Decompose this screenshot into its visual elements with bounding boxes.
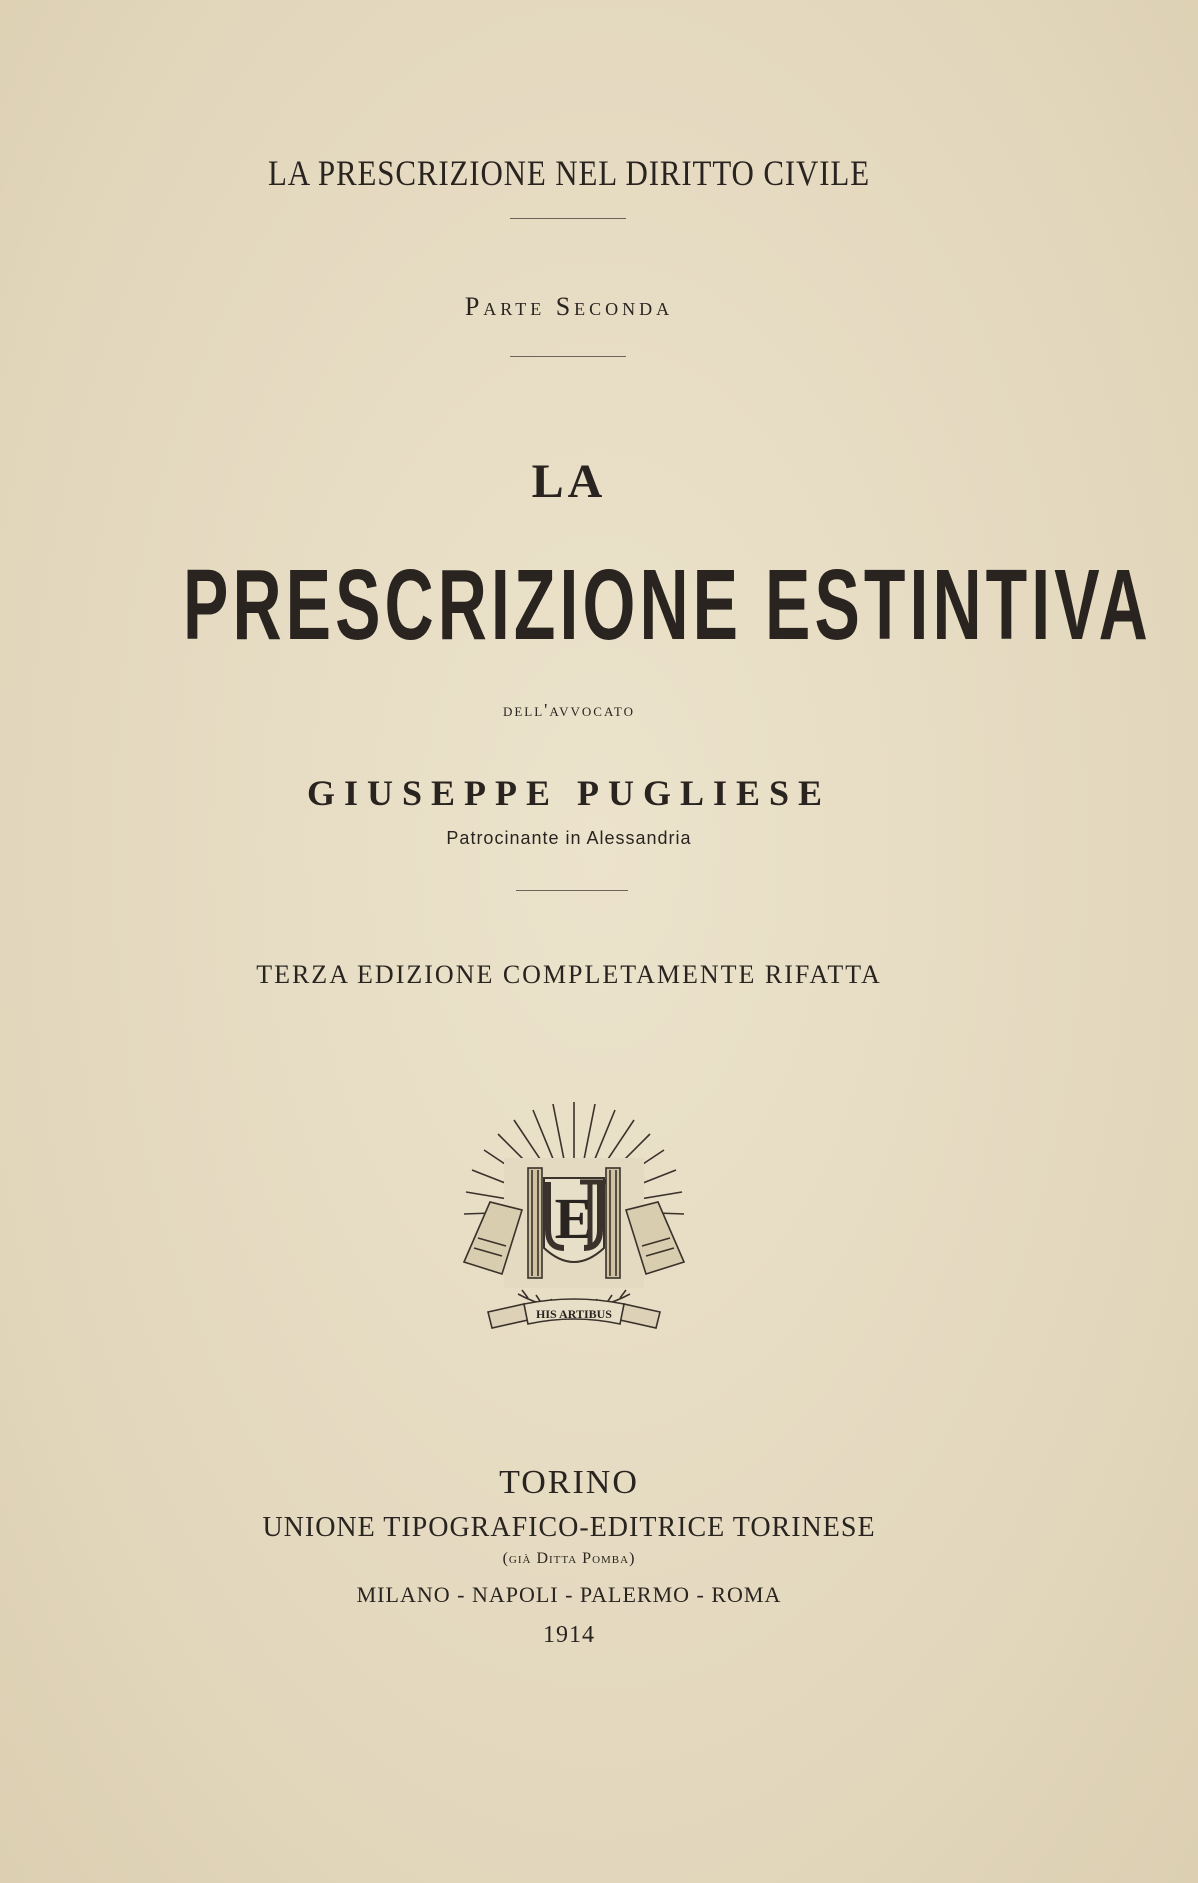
series-title: LA PRESCRIZIONE NEL DIRITTO CIVILE: [268, 153, 870, 193]
imprint-publisher-former: (già Ditta Pomba): [502, 1550, 636, 1567]
imprint-city: TORINO: [499, 1464, 639, 1501]
title-article: LA: [531, 455, 607, 508]
book-title: PRESCRIZIONE ESTINTIVA: [183, 549, 1152, 661]
divider-rule: [510, 356, 626, 357]
author-intro: dell'avvocato: [502, 700, 636, 720]
author-name: GIUSEPPE PUGLIESE: [306, 773, 832, 813]
author-role: Patrocinante in Alessandria: [446, 828, 692, 848]
part-label: Parte Seconda: [464, 292, 674, 321]
svg-text:E: E: [554, 1186, 594, 1251]
divider-rule: [516, 890, 628, 891]
divider-rule: [510, 218, 626, 219]
publisher-emblem-icon: [458, 1098, 690, 1344]
imprint-year: 1914: [543, 1622, 595, 1648]
imprint-branches: MILANO - NAPOLI - PALERMO - ROMA: [356, 1582, 782, 1607]
imprint-publisher: UNIONE TIPOGRAFICO-EDITRICE TORINESE: [262, 1512, 876, 1543]
emblem-motto: HIS ARTIBUS: [536, 1307, 612, 1321]
edition-statement: TERZA EDIZIONE COMPLETAMENTE RIFATTA: [256, 960, 882, 989]
